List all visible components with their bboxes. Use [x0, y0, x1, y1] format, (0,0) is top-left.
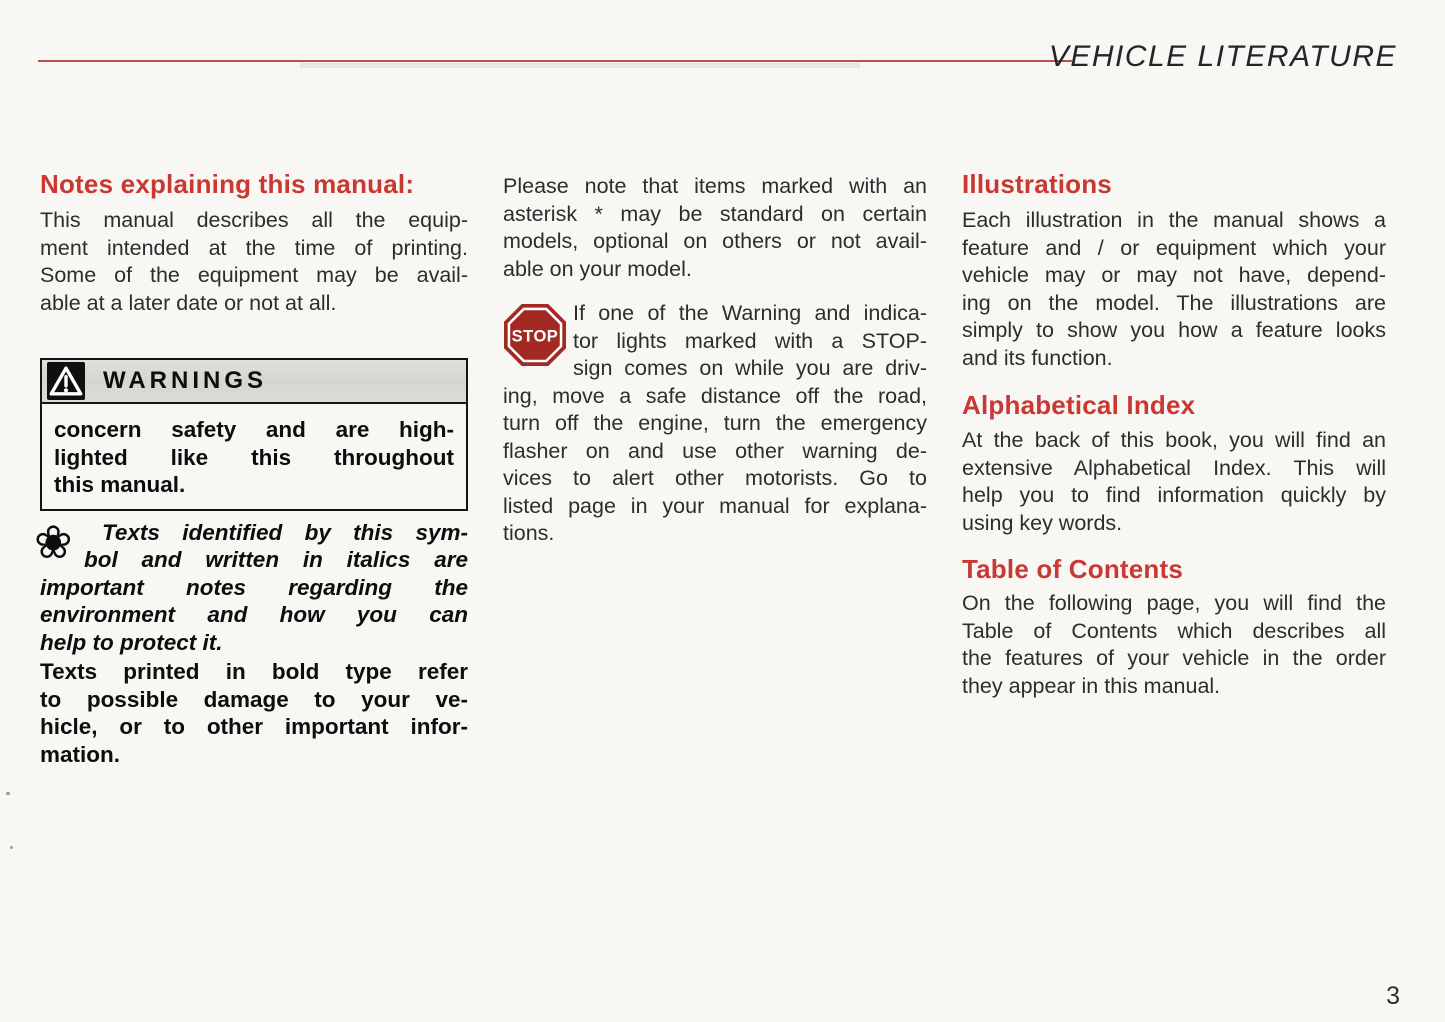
scan-speck — [6, 792, 10, 795]
alphabetical-index-paragraph: At the back of this book, you will find an extensive Alphabetical Index. This will help you to find information quickly by using key words. — [962, 428, 1386, 535]
header-rule — [38, 60, 1072, 62]
stop-note-body: ing, move a safe distance off the road, turn off the engine, turn the emergency flasher on and use other warning de- vices to alert other motorists. Go to listed page in your manual for explana- tions. — [503, 383, 927, 545]
page-number: 3 — [1386, 982, 1400, 1010]
bold-type-note: Texts printed in bold type refer to possible damage to your ve- hicle, or to other important infor- mation. — [40, 659, 468, 767]
warning-triangle-icon — [47, 362, 85, 400]
scan-speck — [10, 846, 13, 849]
column-warning-info — [503, 168, 927, 548]
environment-note — [34, 515, 468, 657]
illustrations-heading: Illustrations — [962, 169, 1112, 199]
environment-note-body: important notes regarding the environment and how you can help to protect it. — [40, 574, 468, 655]
notes-heading: Notes explaining this manual: — [40, 169, 415, 199]
flower-icon: ❀ — [34, 515, 73, 568]
page-header-title: VEHICLE LITERATURE — [1048, 40, 1397, 73]
table-of-contents-heading: Table of Contents — [962, 554, 1184, 584]
environment-note-line-1: Texts identified by this sym- — [102, 519, 468, 545]
asterisk-note: Please note that items marked with an asterisk * may be standard on certain models, optional on others or not avail- able on your model. — [503, 174, 927, 281]
illustrations-paragraph: Each illustration in the manual shows a feature and / or equipment which your vehicle may or may not have, depend- ing on the model. The illustrations are simply to show you how a feature looks and its function. — [962, 208, 1386, 370]
column-reference — [962, 168, 1386, 700]
warnings-box-header — [42, 360, 466, 404]
table-of-contents-paragraph: On the following page, you will find the Table of Contents which describes all the features of your vehicle in the order they appear in this manual. — [962, 591, 1386, 698]
column-notes — [34, 168, 468, 768]
warnings-box — [40, 358, 468, 511]
alphabetical-index-heading: Alphabetical Index — [962, 390, 1196, 420]
notes-paragraph: This manual describes all the equip- ment intended at the time of printing. Some of the equipment may be avail- able at a later date or not at all. — [40, 208, 468, 315]
stop-note — [503, 300, 927, 548]
stop-note-indented-lines: If one of the Warning and indica- tor lights marked with a STOP- sign comes on while you are driv- — [573, 301, 927, 380]
environment-note-line-2: bol and written in italics are — [84, 547, 468, 572]
warnings-title: WARNINGS — [103, 367, 267, 394]
header-rule-shadow — [300, 63, 860, 68]
stop-sign-label: STOP — [511, 327, 559, 346]
warnings-body: concern safety and are high- lighted like this throughout this manual. — [54, 417, 454, 497]
stop-sign-icon — [503, 303, 567, 367]
